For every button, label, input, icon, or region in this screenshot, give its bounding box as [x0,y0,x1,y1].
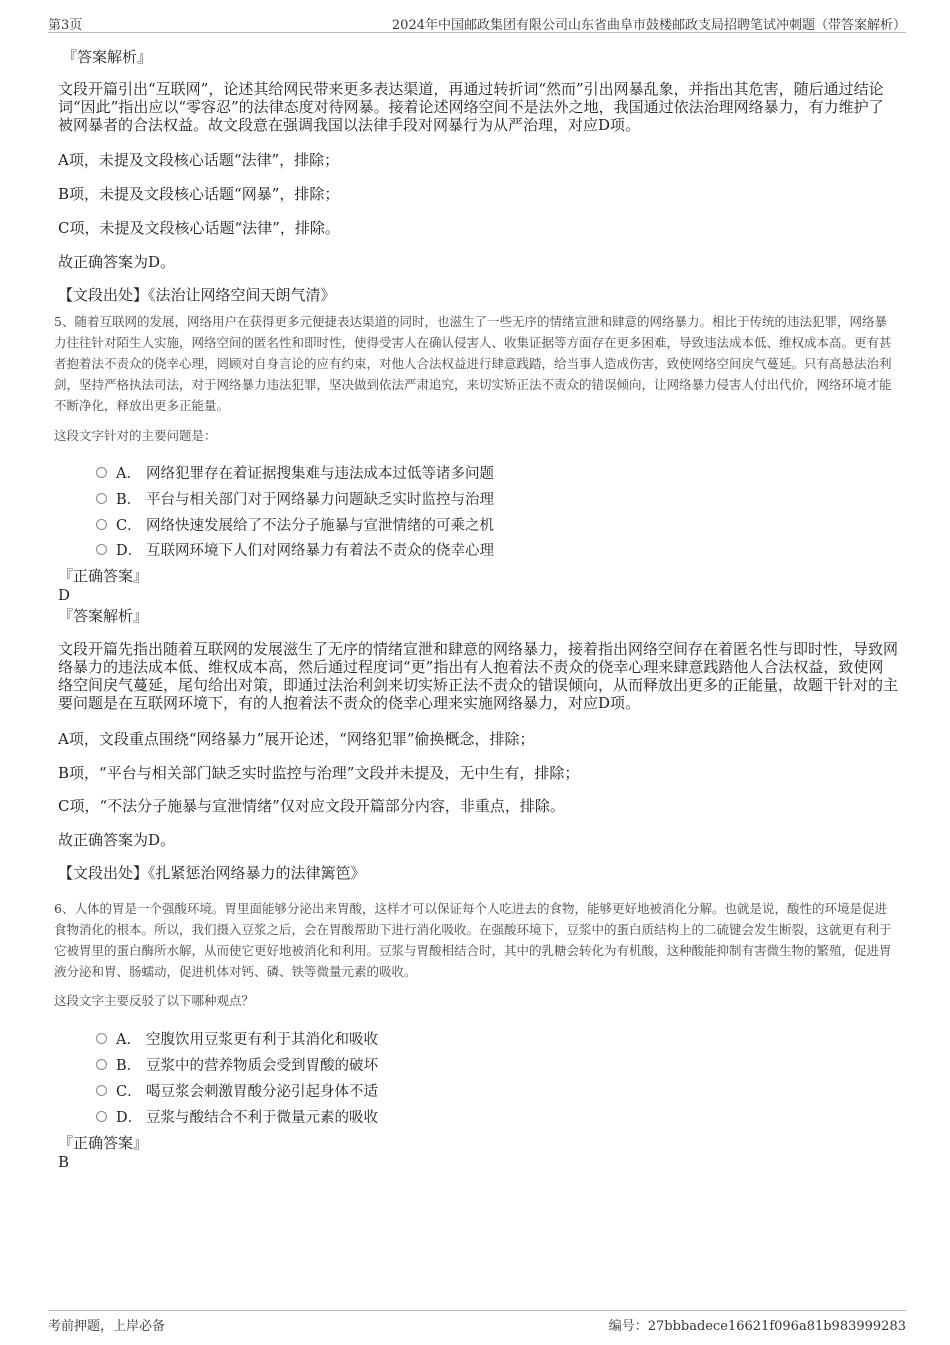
question-6-text: 6、人体的胃是一个强酸环境。胃里面能够分泌出来胃酸，这样才可以保证每个人吃进去的食物，能够更好地被消化分解。也就是说，酸性的环境是促进食物消化的根本。所以，我们摄入豆浆之后，会在胃酸帮助下进行消化吸收。在强酸环境下，豆浆中的蛋白质结构上的二硫键会发生断裂，这就更有利于它被胃里的蛋白酶所水解，从而使它更好地被消化和利用。豆浆与胃酸相结合时，其中的乳糖会转化为有机酸，这种酸能抑制有害微生物的繁殖，促进胃液分泌和胃、肠蠕动，促进机体对钙、磷、铁等微量元素的吸收。 [54,901,892,979]
question-5-option-d[interactable]: D． 互联网环境下人们对网络暴力有着法不责众的侥幸心理 [96,539,494,560]
correct-answer-heading: 『正确答案』 [58,567,149,585]
question-5-option-b[interactable]: B． 平台与相关部门对于网络暴力问题缺乏实时监控与治理 [96,488,494,509]
analysis-heading: 『答案解析』 [62,48,153,66]
analysis-text: 文段开篇引出“互联网”，论述其给网民带来更多表达渠道，再通过转折词“然而”引出网暴乱象，并指出其危害，随后通过结论词“因此”指出应以“零容忍”的法律态度对待网暴。接着论述网络空间不是法外之地，我国通过依法治理网络暴力，有力维护了被网暴者的合法权益。故文段意在强调我国以法律手段对网暴行为从严治理，对应D项。 [58,80,884,134]
question-6-option-d[interactable]: D． 豆浆与酸结合不利于微量元素的吸收 [96,1106,378,1127]
footer-slogan: 考前押题，上岸必备 [48,1319,166,1334]
correct-answer: B [58,1153,70,1171]
document-code: 编号：27bbbadece16621f096a81b983999283 [608,1319,906,1334]
question-5-prompt: 这段文字针对的主要问题是： [54,428,217,443]
question-5-text: 5、随着互联网的发展，网络用户在获得更多元便捷表达渠道的同时，也滋生了一些无序的情绪宣泄和肆意的网络暴力。相比于传统的违法犯罪，网络暴力往往针对陌生人实施，网络空间的匿名性和即时性，使得受害人在确认侵害人、收集证据等方面存在更多困难，导致违法成本低、维权成本高。更有甚者抱着法不责众的侥幸心理，罔顾对自身言论的应有约束，对他人合法权益进行肆意践踏，给当事人造成伤害，致使网络空间戾气蔓延。只有高悬法治利剑，坚持严格执法司法，对于网络暴力违法犯罪，坚决做到依法严肃追究，来切实矫正法不责众的错误倾向，让网络暴力侵害人付出代价，网络环境才能不断净化，释放出更多正能量。 [54,314,892,413]
page-footer [48,1310,906,1339]
page-header [48,12,906,33]
option-a-analysis: A项，文段重点围绕“网络暴力”展开论述，“网络犯罪”偷换概念，排除； [58,730,535,748]
option-b-analysis: B项，“平台与相关部门缺乏实时监控与治理”文段并未提及，无中生有，排除； [58,764,580,782]
question-6-option-b[interactable]: B． 豆浆中的营养物质会受到胃酸的破坏 [96,1054,378,1075]
radio-button[interactable] [96,544,107,555]
answer-conclusion: 故正确答案为D。 [58,831,176,849]
radio-button[interactable] [96,467,107,478]
radio-button[interactable] [96,493,107,504]
source-citation: 【文段出处】《扎紧惩治网络暴力的法律篱笆》 [58,864,366,882]
page-number: 第3页 [48,18,83,33]
document-title: 2024年中国邮政集团有限公司山东省曲阜市鼓楼邮政支局招聘笔试冲刺题（带答案解析） [391,18,906,33]
radio-button[interactable] [96,1059,107,1070]
question-5-option-a[interactable]: A． 网络犯罪存在着证据搜集难与违法成本过低等诸多问题 [96,462,494,483]
radio-button[interactable] [96,1033,107,1044]
correct-answer-heading: 『正确答案』 [58,1134,149,1152]
analysis-heading: 『答案解析』 [58,607,149,625]
option-c-analysis: C项，未提及文段核心话题“法律”，排除。 [58,219,340,237]
question-6-option-c[interactable]: C． 喝豆浆会刺激胃酸分泌引起身体不适 [96,1080,378,1101]
answer-conclusion: 故正确答案为D。 [58,253,176,271]
radio-button[interactable] [96,1111,107,1122]
source-citation: 【文段出处】《法治让网络空间天朗气清》 [58,286,336,304]
option-b-analysis: B项，未提及文段核心话题“网暴”，排除； [58,185,340,203]
option-a-analysis: A项，未提及文段核心话题“法律”，排除； [58,151,340,169]
correct-answer: D [58,586,71,604]
radio-button[interactable] [96,519,107,530]
question-5-option-c[interactable]: C． 网络快速发展给了不法分子施暴与宣泄情绪的可乘之机 [96,514,494,535]
radio-button[interactable] [96,1085,107,1096]
question-6-option-a[interactable]: A． 空腹饮用豆浆更有利于其消化和吸收 [96,1028,378,1049]
analysis-text: 文段开篇先指出随着互联网的发展滋生了无序的情绪宣泄和肆意的网络暴力，接着指出网络空间存在着匿名性与即时性，导致网络暴力的违法成本低、维权成本高，然后通过程度词“更”指出有人抱着法不责众的侥幸心理来肆意践踏他人合法权益，致使网络空间戾气蔓延，尾句给出对策，即通过法治利剑来切实矫正法不责众的错误倾向，从而释放出更多的正能量，故题干针对的主要问题是在互联网环境下，有的人抱着法不责众的侥幸心理来实施网络暴力，对应D项。 [58,640,899,712]
option-c-analysis: C项，“不法分子施暴与宣泄情绪”仅对应文段开篇部分内容，非重点，排除。 [58,797,565,815]
question-6-prompt: 这段文字主要反驳了以下哪种观点？ [54,993,255,1008]
